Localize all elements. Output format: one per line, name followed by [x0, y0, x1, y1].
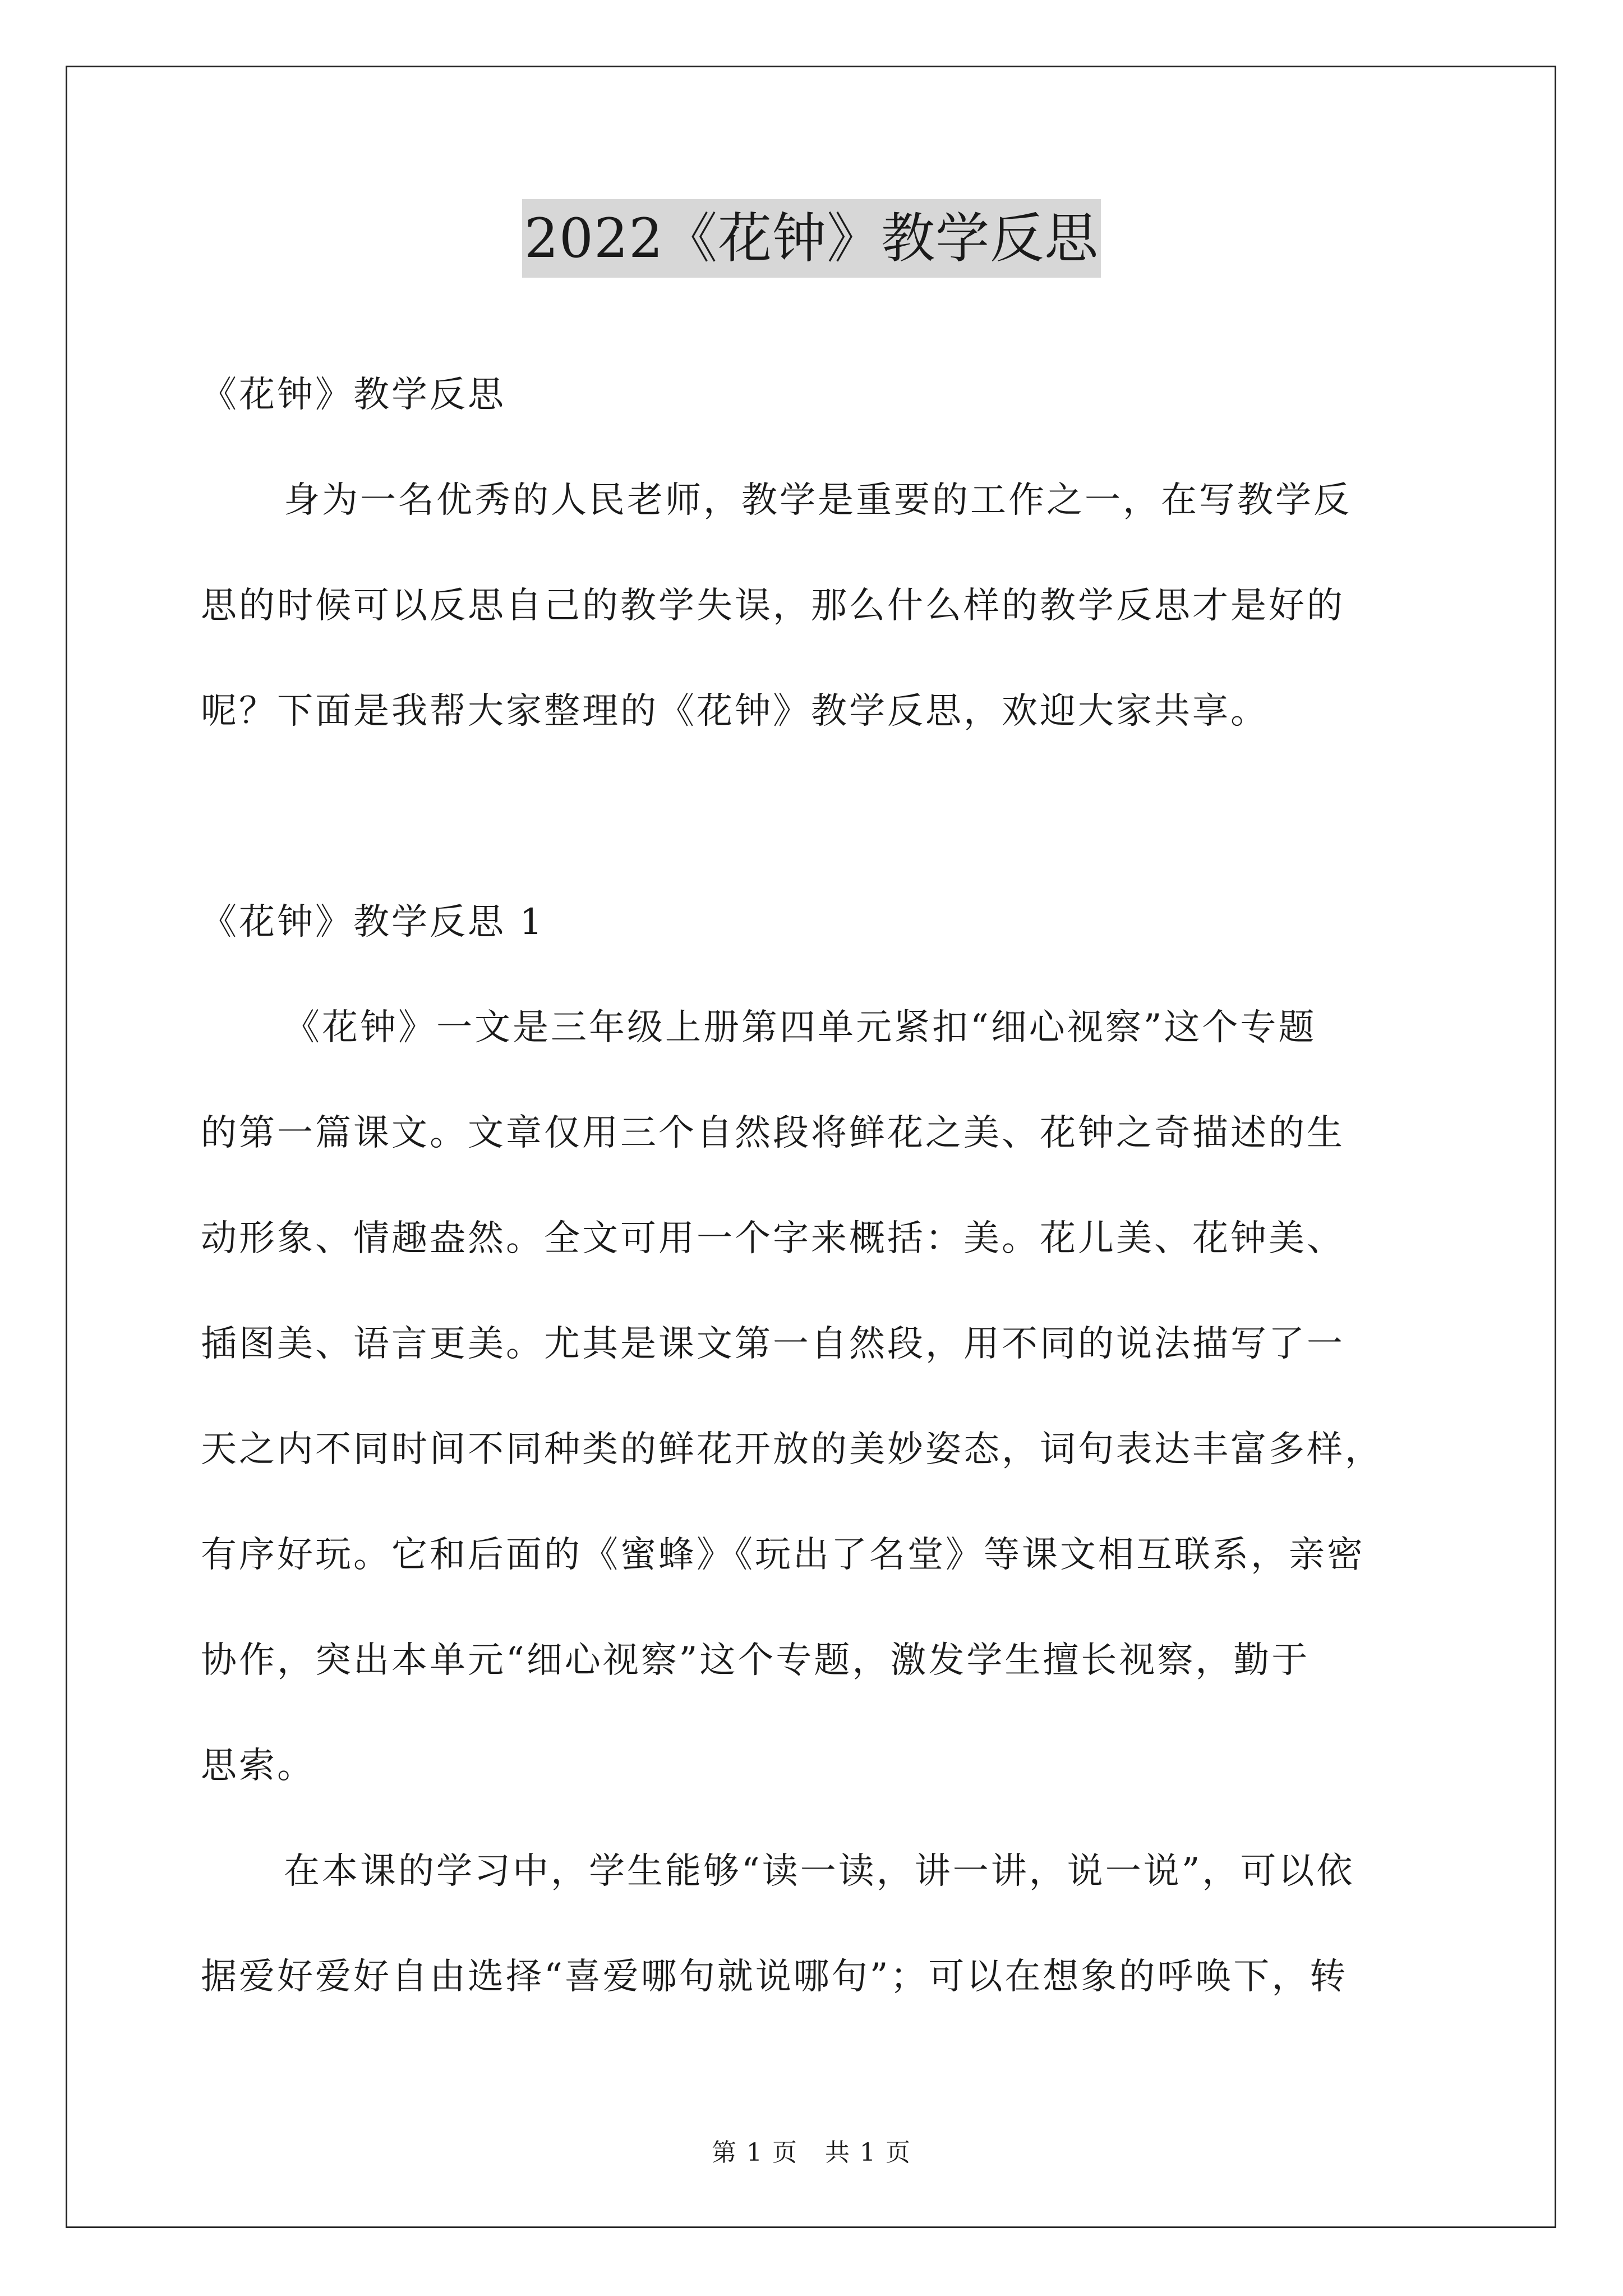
page-number: 第 1 页 [712, 2138, 798, 2167]
paragraph-line: 天之内不同时间不同种类的鲜花开放的美妙姿态，词句表达丰富多样， [201, 1429, 1383, 1470]
section-heading: 《花钟》教学反思 1 [201, 901, 545, 943]
intro-line: 思的时候可以反思自己的教学失误，那么什么样的教学反思才是好的 [201, 585, 1345, 627]
blank-line [201, 764, 1435, 869]
subtitle: 《花钟》教学反思 [201, 374, 506, 416]
title-container [0, 199, 1623, 278]
intro-line: 身为一名优秀的人民老师，教学是重要的工作之一，在写教学反 [284, 480, 1352, 521]
paragraph-line: 思索。 [201, 1745, 315, 1787]
page-footer [0, 2136, 1623, 2170]
page-total: 共 1 页 [825, 2138, 911, 2167]
paragraph-line: 有序好玩。它和后面的《蜜蜂》《玩出了名堂》等课文相互联系，亲密 [201, 1534, 1365, 1576]
document-title: 2022《花钟》教学反思 [522, 199, 1101, 278]
paragraph-line: 据爱好爱好自由选择“喜爱哪句就说哪句”；可以在想象的呼唤下，转 [201, 1956, 1348, 1998]
paragraph-line: 插图美、语言更美。尤其是课文第一自然段，用不同的说法描写了一 [201, 1323, 1345, 1365]
intro-line: 呢？下面是我帮大家整理的《花钟》教学反思，欢迎大家共享。 [201, 691, 1269, 732]
paragraph-line: 的第一篇课文。文章仅用三个自然段将鲜花之美、花钟之奇描述的生 [201, 1112, 1345, 1154]
paragraph-line: 协作，突出本单元“细心视察”这个专题，激发学生擅长视察，勤于 [201, 1640, 1310, 1681]
paragraph-line: 动形象、情趣盎然。全文可用一个字来概括：美。花儿美、花钟美、 [201, 1218, 1345, 1259]
paragraph-line: 《花钟》一文是三年级上册第四单元紧扣“细心视察”这个专题 [284, 1007, 1317, 1048]
paragraph-line: 在本课的学习中，学生能够“读一读，讲一讲，说一说”，可以依 [284, 1851, 1355, 1892]
document-body [201, 342, 1435, 2030]
